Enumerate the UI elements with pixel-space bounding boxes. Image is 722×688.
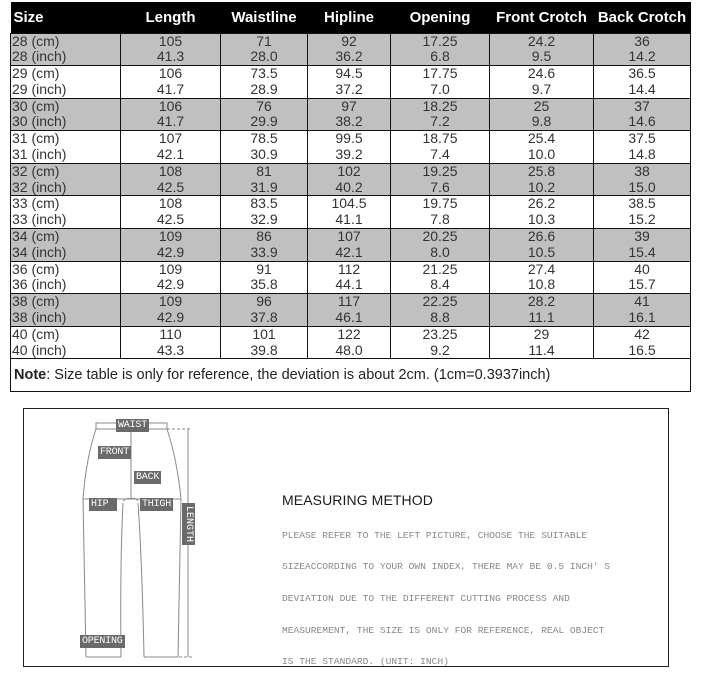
value-inch: 7.8 <box>430 211 450 228</box>
value-inch: 42.5 <box>156 211 185 228</box>
cell-size <box>11 326 121 359</box>
cell-hipline <box>308 66 391 99</box>
value-inch: 28 (inch) <box>12 48 67 65</box>
value-cm: 108 <box>158 195 183 212</box>
value-cm: 28 (cm) <box>12 32 60 49</box>
cell-length <box>121 33 221 66</box>
value-inch: 8.8 <box>430 309 450 326</box>
cell-waistline <box>221 326 308 359</box>
value-inch: 14.4 <box>628 80 656 97</box>
cell-waistline <box>221 196 308 229</box>
cell-length <box>121 261 221 294</box>
cell-size <box>11 98 121 131</box>
value-inch: 42.1 <box>156 146 185 163</box>
table-row <box>11 66 691 99</box>
note-label: Note <box>14 366 47 383</box>
value-cm: 19.75 <box>422 195 458 212</box>
value-cm: 76 <box>256 97 272 114</box>
value-inch: 32.9 <box>250 211 278 228</box>
value-cm: 34 (cm) <box>12 228 60 245</box>
value-inch: 29.9 <box>250 113 278 130</box>
value-inch: 16.5 <box>628 341 656 358</box>
value-cm: 91 <box>256 260 272 277</box>
value-cm: 83.5 <box>250 195 278 212</box>
value-inch: 15.0 <box>628 178 656 195</box>
value-cm: 17.25 <box>422 32 458 49</box>
header-waistline: Waistline <box>221 2 308 33</box>
table-row <box>11 98 691 131</box>
value-inch: 43.3 <box>156 341 185 358</box>
cell-length <box>121 66 221 99</box>
value-inch: 7.4 <box>430 146 450 163</box>
cell-opening <box>391 66 490 99</box>
method-line: IS THE STANDARD. (UNIT: INCH) <box>282 656 449 668</box>
value-inch: 15.7 <box>628 276 656 293</box>
value-inch: 30.9 <box>250 146 278 163</box>
cell-back-crotch <box>594 326 691 359</box>
value-cm: 81 <box>256 162 272 179</box>
cell-size <box>11 229 121 262</box>
value-inch: 40 (inch) <box>12 341 67 358</box>
cell-hipline <box>308 196 391 229</box>
value-cm: 40 (cm) <box>12 325 60 342</box>
cell-length <box>121 98 221 131</box>
cell-back-crotch <box>594 294 691 327</box>
table-row <box>11 261 691 294</box>
value-inch: 15.4 <box>628 243 656 260</box>
value-inch: 31.9 <box>250 178 278 195</box>
value-inch: 28.9 <box>250 80 278 97</box>
method-line: PLEASE REFER TO THE LEFT PICTURE, CHOOSE THE SUITABLE <box>282 529 588 541</box>
value-inch: 38 (inch) <box>12 309 67 326</box>
value-cm: 22.25 <box>422 293 458 310</box>
value-cm: 109 <box>158 228 183 245</box>
value-cm: 78.5 <box>250 130 278 147</box>
value-cm: 106 <box>158 65 183 82</box>
note-cell <box>11 359 691 392</box>
cell-front-crotch <box>490 98 594 131</box>
value-inch: 48.0 <box>335 341 363 358</box>
table-row <box>11 294 691 327</box>
value-cm: 109 <box>158 260 183 277</box>
value-cm: 112 <box>337 260 361 277</box>
value-cm: 105 <box>158 32 183 49</box>
value-cm: 19.25 <box>422 162 458 179</box>
value-cm: 37.5 <box>628 130 656 147</box>
cell-waistline <box>221 229 308 262</box>
value-cm: 38 <box>634 162 650 179</box>
table-row <box>11 196 691 229</box>
header-size: Size <box>11 2 121 33</box>
table-row <box>11 229 691 262</box>
cell-front-crotch <box>490 229 594 262</box>
value-cm: 18.25 <box>422 97 458 114</box>
value-cm: 20.25 <box>422 228 458 245</box>
header-front-crotch: Front Crotch <box>490 2 594 33</box>
value-cm: 38 (cm) <box>12 293 60 310</box>
pants-outline-icon <box>24 409 264 668</box>
value-inch: 29 (inch) <box>12 80 67 97</box>
value-inch: 37.2 <box>335 80 363 97</box>
value-inch: 42.9 <box>156 243 185 260</box>
tag-length: LENGTH <box>182 503 195 545</box>
cell-size <box>11 131 121 164</box>
value-cm: 107 <box>337 228 361 245</box>
value-cm: 18.75 <box>422 130 458 147</box>
cell-hipline <box>308 33 391 66</box>
value-inch: 14.8 <box>628 146 656 163</box>
value-cm: 109 <box>158 293 183 310</box>
value-inch: 11.4 <box>528 341 555 358</box>
value-inch: 33.9 <box>250 243 278 260</box>
value-cm: 27.4 <box>527 260 556 277</box>
value-cm: 28.2 <box>527 293 556 310</box>
value-cm: 38.5 <box>628 195 656 212</box>
cell-waistline <box>221 163 308 196</box>
value-inch: 10.0 <box>527 146 556 163</box>
cell-back-crotch <box>594 196 691 229</box>
value-inch: 9.7 <box>531 80 552 97</box>
value-cm: 37 <box>634 97 650 114</box>
cell-opening <box>391 131 490 164</box>
value-inch: 10.2 <box>527 178 556 195</box>
value-inch: 10.3 <box>527 211 556 228</box>
tag-thigh: THIGH <box>142 499 172 510</box>
cell-opening <box>391 294 490 327</box>
value-inch: 9.5 <box>531 48 552 65</box>
value-inch: 30 (inch) <box>12 113 67 130</box>
cell-front-crotch <box>490 261 594 294</box>
value-inch: 41.7 <box>156 80 185 97</box>
cell-back-crotch <box>594 33 691 66</box>
cell-waistline <box>221 33 308 66</box>
cell-opening <box>391 326 490 359</box>
value-inch: 44.1 <box>335 276 363 293</box>
value-cm: 117 <box>337 293 361 310</box>
value-inch: 36 (inch) <box>12 276 67 293</box>
cell-waistline <box>221 131 308 164</box>
value-inch: 9.8 <box>531 113 552 130</box>
cell-opening <box>391 261 490 294</box>
method-line: DEVIATION DUE TO THE DIFFERENT CUTTING PROCESS AND <box>282 592 570 604</box>
value-cm: 106 <box>158 97 183 114</box>
value-cm: 25 <box>533 97 550 114</box>
value-cm: 25.4 <box>527 130 556 147</box>
value-inch: 10.8 <box>527 276 556 293</box>
cell-front-crotch <box>490 196 594 229</box>
value-cm: 29 <box>533 325 550 342</box>
value-cm: 104.5 <box>331 195 367 212</box>
value-cm: 99.5 <box>335 130 363 147</box>
cell-size <box>11 66 121 99</box>
table-header-row <box>11 2 691 33</box>
cell-waistline <box>221 98 308 131</box>
table-row <box>11 131 691 164</box>
value-cm: 96 <box>256 293 272 310</box>
cell-hipline <box>308 294 391 327</box>
value-inch: 38.2 <box>335 113 363 130</box>
value-cm: 17.75 <box>422 65 458 82</box>
cell-hipline <box>308 163 391 196</box>
cell-length <box>121 229 221 262</box>
cell-back-crotch <box>594 66 691 99</box>
value-inch: 14.6 <box>628 113 656 130</box>
value-cm: 71 <box>256 32 272 49</box>
value-cm: 30 (cm) <box>12 97 60 114</box>
tag-front: FRONT <box>100 447 130 458</box>
value-cm: 33 (cm) <box>12 195 60 212</box>
table-row <box>11 326 691 359</box>
tag-back: BACK <box>136 472 160 483</box>
value-inch: 46.1 <box>335 309 363 326</box>
value-inch: 11.1 <box>528 309 555 326</box>
value-inch: 42.9 <box>156 309 185 326</box>
value-inch: 15.2 <box>628 211 656 228</box>
value-inch: 41.7 <box>156 113 185 130</box>
value-inch: 9.2 <box>430 341 450 358</box>
note-text: : Size table is only for reference, the deviation is about 2cm. (1cm=0.3937inch) <box>46 366 551 383</box>
cell-back-crotch <box>594 229 691 262</box>
value-cm: 107 <box>158 130 183 147</box>
cell-size <box>11 196 121 229</box>
measuring-method-text <box>282 512 642 686</box>
value-cm: 122 <box>337 325 361 342</box>
value-inch: 39.8 <box>250 341 278 358</box>
tag-waist: WAIST <box>118 420 148 431</box>
value-cm: 108 <box>158 162 183 179</box>
value-cm: 73.5 <box>250 65 278 82</box>
cell-back-crotch <box>594 98 691 131</box>
header-length: Length <box>121 2 221 33</box>
cell-opening <box>391 229 490 262</box>
method-line: SIZEACCORDING TO YOUR OWN INDEX, THERE MAY BE 0.5 INCH' S <box>282 561 611 573</box>
header-back-crotch: Back Crotch <box>594 2 691 33</box>
value-inch: 42.9 <box>156 276 185 293</box>
value-cm: 26.2 <box>527 195 556 212</box>
value-cm: 92 <box>341 32 357 49</box>
cell-opening <box>391 33 490 66</box>
header-opening: Opening <box>391 2 490 33</box>
value-cm: 23.25 <box>422 325 458 342</box>
value-cm: 25.8 <box>527 162 556 179</box>
cell-back-crotch <box>594 261 691 294</box>
value-inch: 10.5 <box>527 243 556 260</box>
cell-length <box>121 163 221 196</box>
cell-front-crotch <box>490 163 594 196</box>
value-cm: 97 <box>341 97 357 114</box>
value-cm: 42 <box>634 325 650 342</box>
value-inch: 7.2 <box>430 113 450 130</box>
cell-opening <box>391 98 490 131</box>
cell-hipline <box>308 131 391 164</box>
cell-front-crotch <box>490 66 594 99</box>
cell-opening <box>391 196 490 229</box>
cell-hipline <box>308 261 391 294</box>
value-cm: 32 (cm) <box>12 162 60 179</box>
measuring-method-panel <box>23 408 669 667</box>
measuring-method-title: MEASURING METHOD <box>282 492 433 508</box>
value-cm: 29 (cm) <box>12 65 60 82</box>
value-inch: 39.2 <box>335 146 363 163</box>
cell-size <box>11 33 121 66</box>
table-body <box>11 33 691 359</box>
value-cm: 86 <box>256 228 272 245</box>
value-cm: 31 (cm) <box>12 130 60 147</box>
value-inch: 8.4 <box>430 276 450 293</box>
value-inch: 32 (inch) <box>12 178 67 195</box>
value-inch: 41.1 <box>335 211 363 228</box>
value-cm: 39 <box>634 228 650 245</box>
cell-size <box>11 163 121 196</box>
value-cm: 21.25 <box>422 260 458 277</box>
cell-length <box>121 131 221 164</box>
size-chart-table <box>10 2 691 392</box>
value-inch: 14.2 <box>628 48 656 65</box>
cell-front-crotch <box>490 131 594 164</box>
cell-size <box>11 261 121 294</box>
cell-length <box>121 196 221 229</box>
value-inch: 34 (inch) <box>12 243 67 260</box>
value-cm: 36 <box>634 32 650 49</box>
cell-length <box>121 294 221 327</box>
value-cm: 102 <box>337 162 361 179</box>
cell-waistline <box>221 261 308 294</box>
cell-hipline <box>308 98 391 131</box>
cell-front-crotch <box>490 33 594 66</box>
cell-length <box>121 326 221 359</box>
method-line: MEASUREMENT, THE SIZE IS ONLY FOR REFERENCE, REAL OBJECT <box>282 624 605 636</box>
value-inch: 37.8 <box>250 309 278 326</box>
value-cm: 94.5 <box>335 65 363 82</box>
cell-waistline <box>221 294 308 327</box>
value-inch: 33 (inch) <box>12 211 67 228</box>
value-cm: 101 <box>252 325 276 342</box>
value-cm: 24.2 <box>527 32 556 49</box>
value-inch: 41.3 <box>156 48 185 65</box>
header-hipline: Hipline <box>308 2 391 33</box>
cell-front-crotch <box>490 326 594 359</box>
value-cm: 41 <box>634 293 650 310</box>
value-cm: 36 (cm) <box>12 260 60 277</box>
value-cm: 24.6 <box>527 65 556 82</box>
cell-hipline <box>308 326 391 359</box>
cell-opening <box>391 163 490 196</box>
cell-back-crotch <box>594 163 691 196</box>
cell-hipline <box>308 229 391 262</box>
value-inch: 31 (inch) <box>12 146 67 163</box>
table-row <box>11 33 691 66</box>
value-inch: 6.8 <box>430 48 450 65</box>
value-inch: 8.0 <box>430 243 450 260</box>
value-cm: 26.6 <box>527 228 556 245</box>
tag-hip: HIP <box>89 498 117 511</box>
cell-size <box>11 294 121 327</box>
value-inch: 42.1 <box>335 243 363 260</box>
table-row <box>11 163 691 196</box>
value-cm: 40 <box>634 260 650 277</box>
value-inch: 28.0 <box>250 48 278 65</box>
value-inch: 7.0 <box>430 80 450 97</box>
value-inch: 36.2 <box>335 48 363 65</box>
cell-waistline <box>221 66 308 99</box>
cell-back-crotch <box>594 131 691 164</box>
note-row <box>11 359 691 392</box>
value-inch: 42.5 <box>156 178 185 195</box>
tag-opening: OPENING <box>82 636 123 647</box>
value-inch: 16.1 <box>628 309 656 326</box>
value-inch: 40.2 <box>335 178 363 195</box>
cell-front-crotch <box>490 294 594 327</box>
value-cm: 36.5 <box>628 65 656 82</box>
value-cm: 110 <box>159 325 182 342</box>
value-inch: 7.6 <box>430 178 450 195</box>
value-inch: 35.8 <box>250 276 278 293</box>
